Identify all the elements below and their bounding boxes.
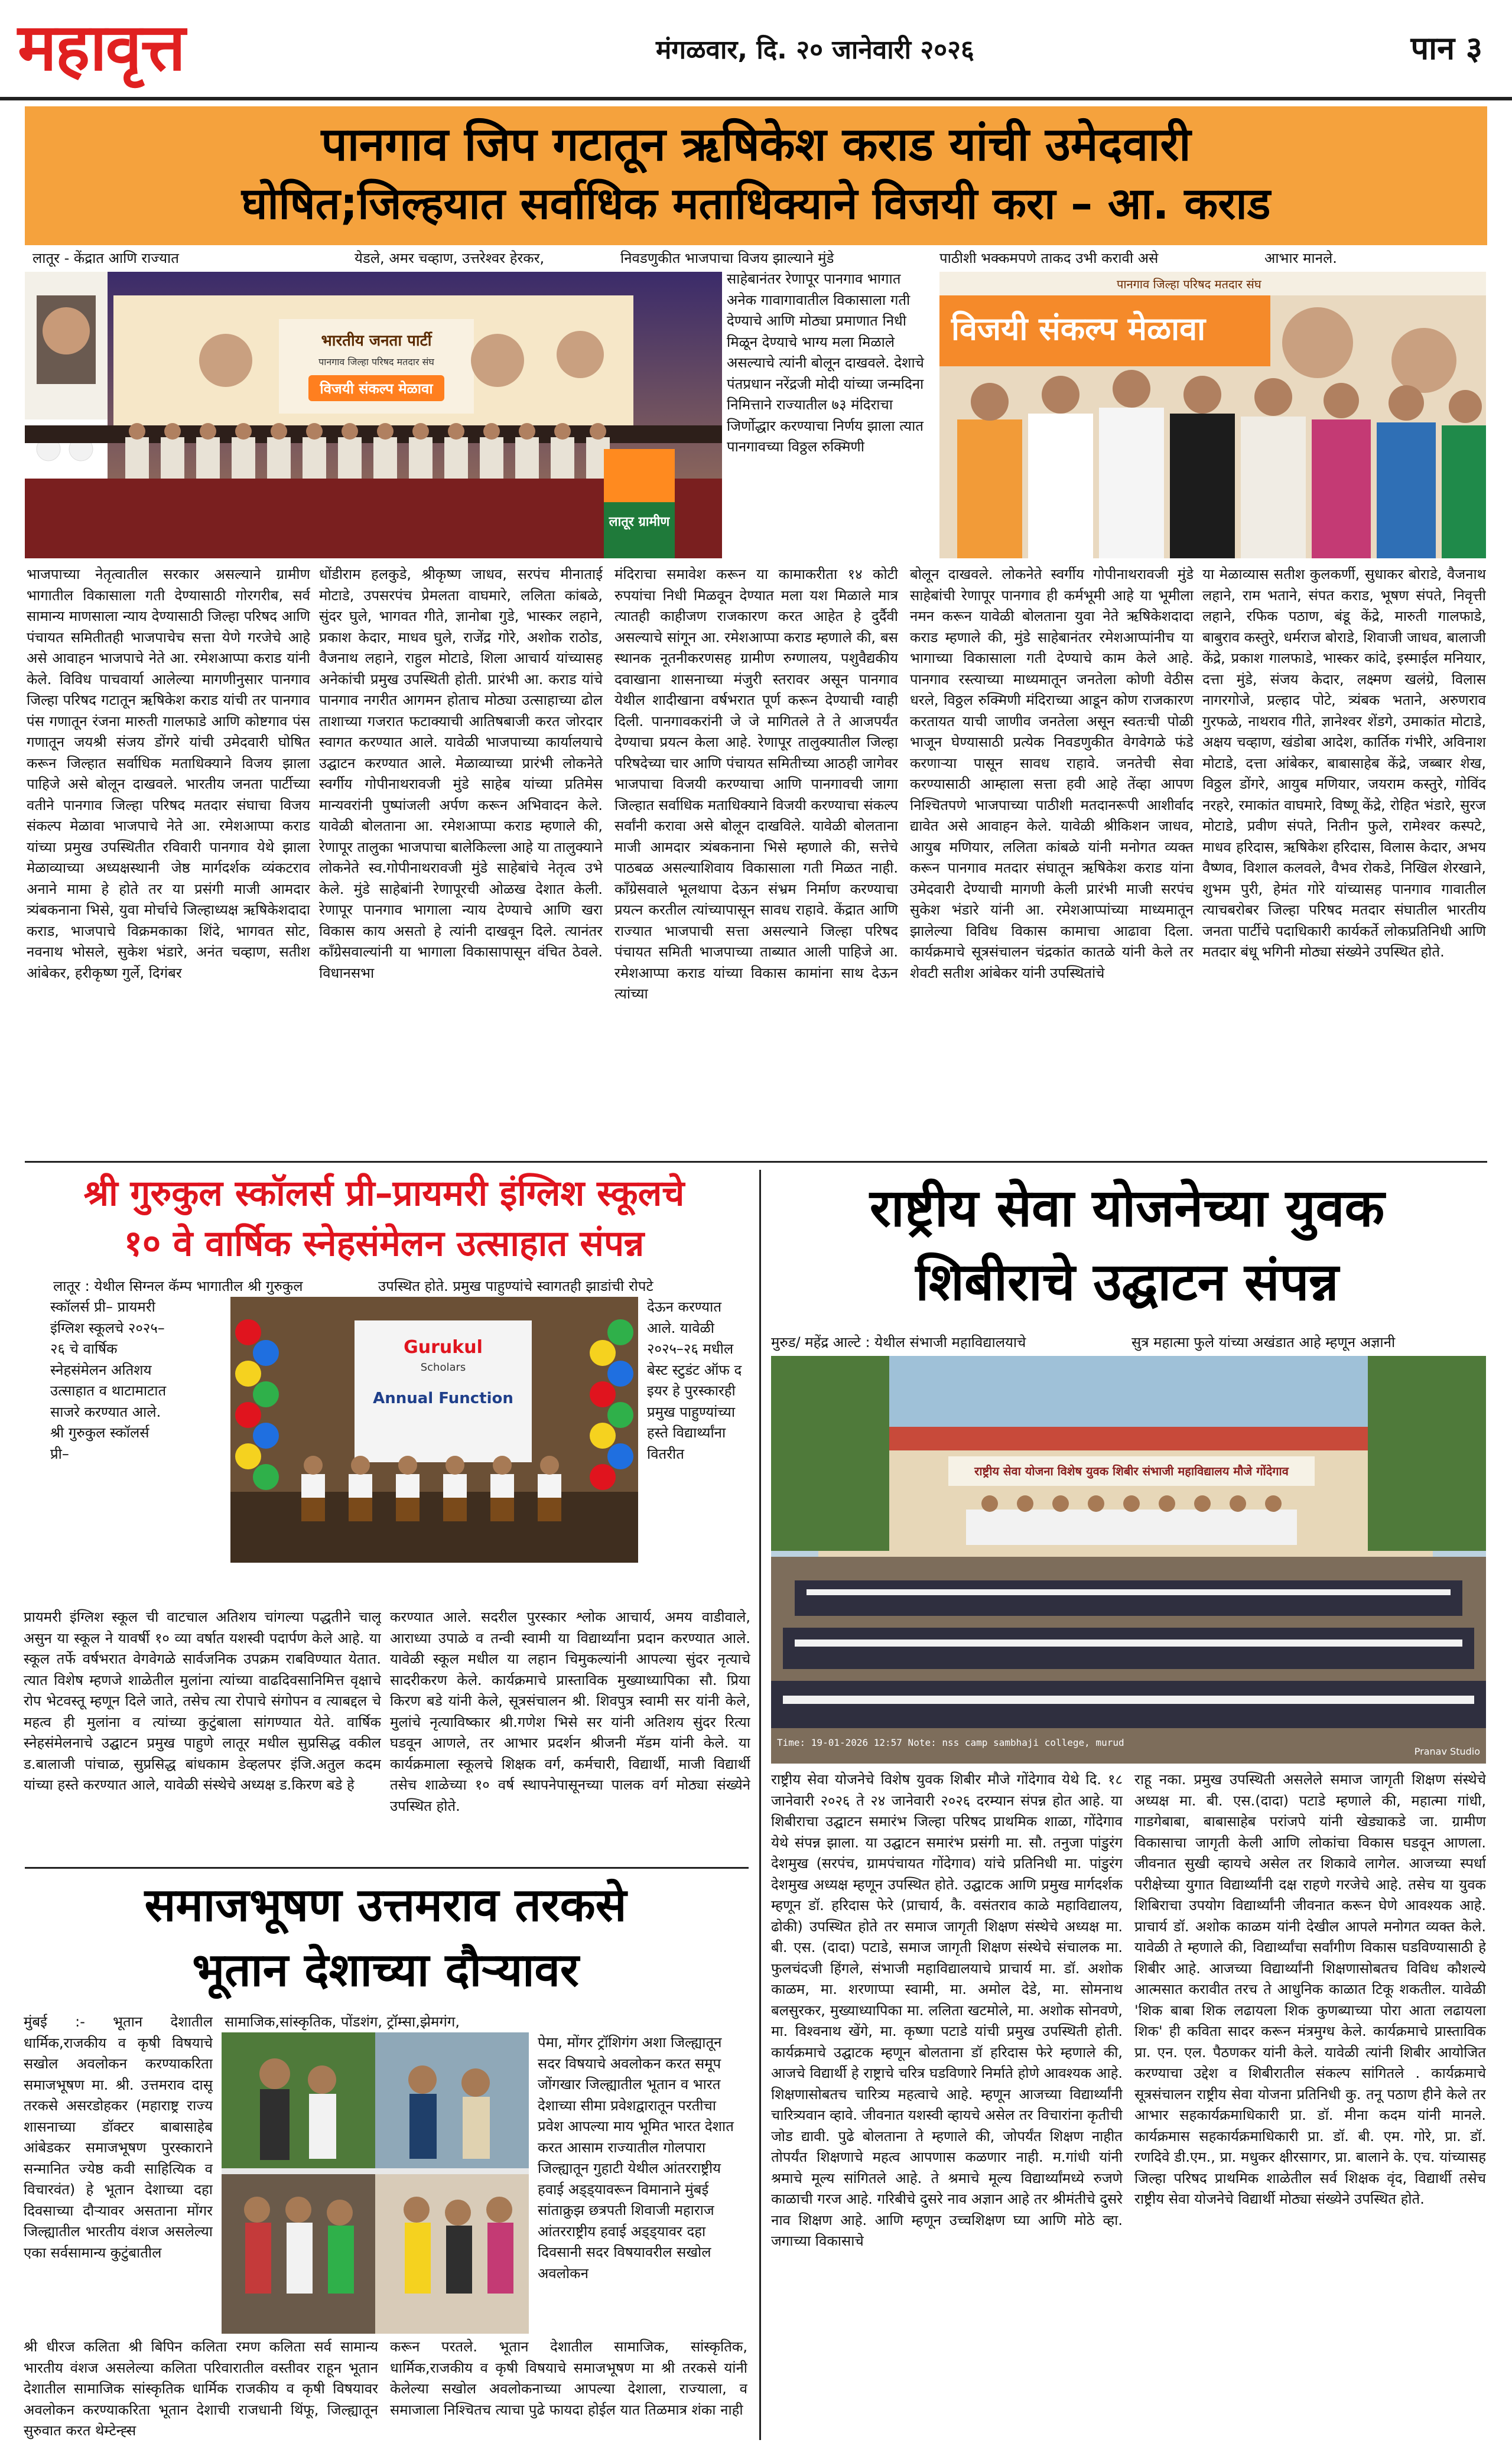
story1-col1: भाजपाच्या नेतृत्वातील सरकार असल्याने ग्रामीण भागातील विकासाला गती देण्यासाठी गोरगरीब, सर्व सामान्य माणसाला न्याय देण्यासाठी जिल्हा परिषद आणि पंचायत समितीतही भाजपाचेच सत्ता येणे गरजेचे आहे असे आवाहन भाजपाचे नेते आ. रमेशआप्पा कराड यांनी केले. विविध पाचवार्या आलेल्या मागणीनुसार पानगाव जिल्हा परिषद गटातून ऋषिकेश कराड यांची तर पानगाव पंस गणातून रंजना मारुती गालफाडे आणि कोष्टगाव पंस गणातून जयश्री संजय डोंगरे यांची उमेदवारी घोषित करून जिल्हात सर्वाधिक मताधिक्याने विजय झाला पाहिजे असे बोलून दाखवले. भारतीय जनता पार्टीच्या वतीने पानगाव जिल्हा परिषद मतदार संघाचा विजय संकल्प मेळावा भाजपाचे नेते आ. रमेशआप्पा कराड यांच्या प्रमुख उपस्थितीत रविवारी पानगाव येथे झाला मेळाव्याच्या अध्यक्षस्थानी जेष्ठ मार्गदर्शक व्यंकटराव अनाने मामा हे होते तर या प्रसंगी माजी आमदार त्र्यंबकनाना भिसे, युवा मोर्चाचे जिल्हाध्यक्ष ऋषिकेशदादा कराड, भाजपाचे विक्रमकाका शिंदे, भागवत सोट, नवनाथ भोसले, सुकेश भंडारे, अनंत चव्हाण, सतीश आंबेकर, हरीकृष्ण गुर्ले, दिगंबर: [27, 566, 310, 981]
family-photo-illustration: [222, 2032, 529, 2334]
story1-headline-line2: घोषित;जिल्हयात सर्वाधिक मताधिक्याने विजयी करा – आ. कराड: [241, 178, 1271, 229]
story1-top-col4: पाठीशी भक्कमपणे ताकद उभी करावी असे: [939, 250, 1159, 266]
page-number: पान ३: [1410, 30, 1482, 67]
story4-headline-line2: भूतान देशाच्या दौऱ्यावर: [192, 1944, 579, 1997]
story2-top-text: लातूर : येथील सिग्नल कॅम्प भागातील श्री गुरुकुल: [53, 1278, 303, 1294]
story3-col1: राष्ट्रीय सेवा योजनेचे विशेष युवक शिबीर मौजे गोंदेगाव येथे दि. १८ जानेवारी २०२६ ते २४ जानेवारी २०२६ दरम्यान संपन्न होत आहे. या शिबीराचा उद्घाटन समारंभ जिल्हा परिषद प्राथमिक शाळा, गोंदेगाव येथे संपन्न झाला. या उद्घाटन समारंभ प्रसंगी मा. सौ. तनुजा पांडुरंग देशमुख (सरपंच, ग्रामपंचायत गोंदेगाव) यांचे प्रतिनिधी मा. पांडुरंग देशमुख अध्यक्ष म्हणून उपस्थित होते. उद्घाटक आणि प्रमुख मार्गदर्शक म्हणून डॉ. हरिदास फेरे (प्राचार्य, कै. वसंतराव काळे महाविद्यालय, ढोकी) उपस्थित होते तर समाज जागृती शिक्षण संस्थेचे अध्यक्ष मा. बी. एस. (दादा) पटाडे, समाज जागृती शिक्षण संस्थेचे संचालक मा. फुलचंदजी हिंगले, संभाजी महाविद्यालयाचे प्राचार्य मा. डॉ. अशोक काळम, मा. शरणाप्पा स्वामी, मा. अमोल देडे, मा. सोमनाथ बलसुरकर, मुख्याध्यापिका मा. ललिता खटमोले, मा. अशोक सोनवणे, मा. विश्वनाथ खेंगे, मा. कृष्णा पटाडे यांची प्रमुख उपस्थिती होती. कार्यक्रमाचे उद्घाटक म्हणून बोलताना डॉ हरिदास फेरे म्हणाले की, आजचे विद्यार्थी हे राष्ट्राचे चरित्र घडविणारे निर्माते होणे आवश्यक आहे. शिक्षणासोबतच चारित्र्य महत्वाचे आहे. म्हणून आजच्या विद्यार्थ्यांनी चारित्र्यवान व्हावे. जीवनात यशस्वी व्हायचे असेल तर विचारांना कृतीची जोड द्यावी. पुढे बोलताना ते म्हणाले की, जोपर्यंत शिक्षण नाहीत तोपर्यंत शिक्षणाचे महत्व आपणास कळणार नाही. म.गांधी यांनी श्रमाचे मूल्य सांगितले आहे. ते श्रमाचे मूल्य विद्यार्थ्यांमध्ये रुजणे काळाची गरज आहे. गरिबीचे दुसरे नाव अज्ञान आहे तर श्रीमंतीचे दुसरे नाव शिक्षण आहे. आणि म्हणून उच्चशिक्षण घ्या आणि मोठे व्हा. जगाच्या विकासाचे: [771, 1771, 1123, 2249]
leaders-photo-banner: विजयी संकल्प मेळावा: [951, 310, 1206, 347]
story1-top-col2: येडले, अमर चव्हाण, उत्तरेश्वर हेरकर,: [355, 250, 545, 266]
issue-date: मंगळवार, दि. २० जानेवारी २०२६: [656, 35, 974, 65]
story3-byline-right: सुत्र महात्मा फुले यांच्या अखंडात आहे म्हणून अज्ञानी: [1131, 1334, 1396, 1351]
annual-function-photo-illustration: [230, 1297, 638, 1563]
story1-headline-line1: पानगाव जिप गटातून ऋषिकेश कराड यांची उमेदवारी: [321, 118, 1191, 171]
story1-top-col1: लातूर - केंद्रात आणि राज्यात: [32, 250, 179, 266]
story4-photo-family: [222, 2032, 529, 2334]
stage-photo-illustration: [25, 272, 722, 558]
story3-photo-camp: [771, 1356, 1486, 1764]
story1-photo-stage: [25, 272, 722, 558]
story1-col5: या मेळाव्यास सतीश कुलकर्णी, सुधाकर बोराडे, वैजनाथ लहाने, राम भताने, संपत कराड, भूषण संपते, निवृत्ती लहाने, रफिक पठाण, बंडू केंद्रे, मारुती गालफाडे, बाबुराव कस्तुरे, धर्मराज बोराडे, शिवाजी जाधव, बालाजी केंद्रे, प्रकाश गालफाडे, भास्कर कांदे, इस्माईल मनियार, दत्ता मुंडे, संजय केदार, लक्ष्मण खलंग्रे, विलास नागरगोजे, प्रल्हाद पोटे, त्र्यंबक भताने, अरुणराव गुरफळे, नाथराव गीते, ज्ञानेश्वर शेंडगे, उमाकांत मोटाडे, अक्षय चव्हाण, खंडोबा आदेश, कार्तिक गंभीरे, अविनाश मोटाडे, दत्ता आंबेकर, बाबासाहेब केंद्रे, जब्बार शेख, विठ्ठल डोंगरे, आयुब मणियार, जयराम कस्तुरे, गोविंद नरहरे, रमाकांत वाघमारे, विष्णू केंद्रे, रोहित भंडारे, सुरज मोटाडे, प्रवीण संपते, नितीन फुले, रामेश्वर कस्पटे, माधव हरिदास, ऋषिकेश हरिदास, विलास केदार, अभय वैष्णव, विशाल कलवले, वैभव रोकडे, निखिल शेरखाने, शुभम पुरी, हेमंत गोरे यांच्यासह पानगाव गावातील त्याचबरोबर जिल्हा परिषद मतदार संघातील भारतीय जनता पार्टीचे पदाधिकारी कार्यकर्ते लोकप्रतिनिधी आणि मतदार बंधू भगिनी मोठ्या संख्येने उपस्थित होते.: [1202, 566, 1486, 960]
stage-subtitle: पानगाव जिल्हा परिषद मतदार संघ: [318, 356, 434, 367]
story2-col1: प्रायमरी इंग्लिश स्कूल ची वाटचाल अतिशय चांगल्या पद्धतीने चालू असुन या स्कूल ने यावर्षी १० व्या वर्षात यशस्वी पदार्पण केले आहे. या स्कूल तर्फे वर्षभरात वेगवेगळे सार्वजनिक उपक्रम राबविण्यात येतात. त्यात विशेष म्हणजे शाळेतील मुलांना त्यांच्या वाढदिवसानिमित्त वृक्षाचे रोप भेटवस्तू म्हणून दिले जाते, तसेच त्या रोपाचे संगोपन व त्याबद्दल चे महत्व ही मुलांना व त्यांच्या कुटुंबाला सांगण्यात येते. वार्षिक स्नेहसंमेलनाचे उद्घाटन प्रमुख पाहुणे लातूर मधील सुप्रसिद्ध वकील ड.बालाजी पांचाळ, सुप्रसिद्ध बांधकाम डेव्हलपर इंजि.अतुल कदम यांच्या हस्ते करण्यात आले, यावेळी संस्थेचे अध्यक्ष ड.किरण बडे हे: [24, 1609, 381, 1793]
story1-col3: मंदिराचा समावेश करून या कामाकरीता १४ कोटी रुपयांचा निधी मिळवून देण्यात मला यश मिळाले मात्र त्यातही काहीजण राजकारण करत आहेत हे दुर्दैवी असल्याचे सांगून आ. रमेशआप्पा कराड म्हणाले की, बस स्थानक नूतनीकरणसह ग्रामीण रुग्णालय, पशुवैद्यकीय दवाखाना शासनाच्या मंजुरी स्तरावर असून पानगाव येथील शादीखाना वर्षभरात पूर्ण करून देण्याची ग्वाही दिली. पानगावकरांनी जे जे मागितले ते ते आजपर्यंत देण्याचा प्रयत्न केला आहे. रेणापूर तालुक्यातील जिल्हा परिषदेच्या चार आणि पंचायत समितीच्या आठही जागेवर भाजपाचा विजयी करण्याचा आणि पानगावची जागा जिल्हात सर्वाधिक मताधिक्याने विजयी करण्याचा संकल्प सर्वांनी करावा असे बोलून दाखविले. यावेळी बोलताना माजी आमदार त्र्यंबकनाना भिसे म्हणाले की, सत्तेचे पाठबळ असल्याशिवाय विकासाला गती मिळत नाही. काँग्रेसवाले भूलथापा देऊन संभ्रम निर्माण करण्याचा प्रयत्न करतील त्यांच्यापासून सावध राहावे. केंद्रात आणि राज्यात भाजपाची सत्ता असल्याने जिल्हा परिषद पंचायत समिती भाजपाच्या ताब्यात आली पाहिजे आ. रमेशआप्पा कराड यांच्या विकास कामांना साथ देऊन त्यांच्या: [614, 566, 898, 1002]
story2-right-narrow: देऊन करण्यात आले. यावेळी २०२५–२६ मधील बेस्ट स्टुडंट ऑफ द इयर हे पुरस्कारही प्रमुख पाहुण्यांच्या हस्ते विद्यार्थ्यांना वितरीत: [647, 1299, 742, 1462]
story1-top-col3b: साहेबानंतर रेणापूर पानगाव भागात अनेक गावागावातील विकासाला गती देण्याचे आणि मोठ्या प्रमाणात निधी मिळून देण्याचे भाग्य मला मिळाले असल्याचे त्यांनी बोलून दाखवले. देशाचे पंतप्रधान नरेंद्रजी मोदी यांच्या जन्मदिना निमित्ताने राज्यातील ७३ मंदिराचा जिर्णोद्धार करण्याचा निर्णय झाला त्यात पानगावच्या विठ्ठल रुक्मिणी: [727, 271, 924, 455]
podium-label: लातूर ग्रामीण: [609, 515, 670, 529]
photo-timestamp: Time: 19-01-2026 12:57 Note: nss camp sambhaji college, murud: [777, 1737, 1124, 1748]
story3-byline: मुरुड/ महेंद्र आल्टे : येथील संभाजी महाविद्यालयाचे: [771, 1334, 1026, 1351]
section-divider-left: [25, 1867, 749, 1869]
story1-top-col5: आभार मानले.: [1264, 250, 1337, 266]
story2-headline-line2: १० वे वार्षिक स्नेहसंमेलन उत्साहात संपन्न: [123, 1223, 645, 1264]
camp-photo-illustration: [771, 1356, 1486, 1764]
story2-top-right: उपस्थित होते. प्रमुख पाहुण्यांचे स्वागतही झाडांची रोपटे: [378, 1278, 653, 1294]
story3-headline-line2: शिबीराचे उद्घाटन संपन्न: [915, 1251, 1339, 1312]
story4-headline-line1: समाजभूषण उत्तमराव तरकसे: [144, 1879, 627, 1932]
masthead: [0, 0, 1512, 100]
banner-brand: Gurukul: [404, 1337, 483, 1358]
story4-bottom-col1: श्री धीरज कलिता श्री बिपिन कलिता रमण कलिता सर्व सामान्य भारतीय वंशज असलेल्या कलिता परिवारातील वस्तीवर राहून भूतान देशातील सामाजिक सांस्कृतिक धार्मिक राजकीय व कृषी विषयावर अवलोकन करण्याकरिता भूतान देशाची राजधानी थिंफू, जिल्ह्यातून सुरुवात करत थेम्टेन्ह्स: [24, 2338, 378, 2439]
story2-headline-line1: श्री गुरुकुल स्कॉलर्स प्री–प्रायमरी इंग्लिश स्कूलचे: [83, 1173, 685, 1214]
banner-event: Annual Function: [373, 1390, 513, 1407]
story3-col2: राहू नका. प्रमुख उपस्थिती असलेले समाज जागृती शिक्षण संस्थेचे अध्यक्ष मा. बी. एस.(दादा) पटाडे म्हणाले की, महात्मा गांधी, गाडगेबाबा, बाबासाहेब परांजपे यांनी खेड्याकडे जा. ग्रामीण विकासाचा जागृती केली आणि लोकांचा विकास घडवून आणला. जीवनात सुखी व्हायचे असेल तर शिकावे लागेल. आजच्या स्पर्धा परीक्षेच्या युगात विद्यार्थ्यांनी दक्ष राहणे गरजेचे आहे. तसेच या युवक शिबिराचा उपयोग विद्यार्थ्यांनी जीवनात करून घेणे आवश्यक आहे. प्राचार्य डॉ. अशोक काळम यांनी देखील आपले मनोगत व्यक्त केले. यावेळी ते म्हणाले की, विद्यार्थ्यांचा सर्वांगीण विकास घडविण्यासाठी हे शिबीर आहे. आजच्या विद्यार्थ्यांनी शिक्षणासोबतच विविध कौशल्ये आत्मसात करावीत तरच ते आधुनिक काळात टिकू शकतील. यावेळी 'शिक बाबा शिक लढायला शिक कुणब्याच्या पोरा आता लढायला शिक' ही कविता सादर करून मंत्रमुग्ध केले. कार्यक्रमाचे प्रास्ताविक प्रा. एन. एल. पैठणकर यांनी केले. यावेळी त्यांनी शिबीर आयोजित करण्याचा उद्देश व शिबीरातील संकल्प सांगितले . कार्यक्रमाचे सूत्रसंचालन राष्ट्रीय सेवा योजना प्रतिनिधी कु. तनू पठाण हीने केले तर आभार सहकार्यक्रमाधिकारी प्रा. डॉ. मीना कदम यांनी मानले. कार्यक्रमास सहकार्यक्रमाधिकारी प्रा. डॉ. बी. एम. गोरे, प्रा. डॉ. रणदिवे डी.एम., प्रा. मधुकर क्षीरसागर, प्रा. बालाने के. एच. यांच्यासह जिल्हा परिषद प्राथमिक शाळेतील सर्व शिक्षक वृंद, विद्यार्थी तसेच राष्ट्रीय सेवा योजनेचे विद्यार्थी मोठ्या संख्येने उपस्थित होते.: [1134, 1771, 1486, 2207]
banner-sub: Scholars: [420, 1361, 466, 1374]
story1-col2: धोंडीराम हलकुडे, श्रीकृष्ण जाधव, सरपंच मीनाताई मोटाडे, उपसरपंच प्रेमलता वाघमारे, ललिता कांबळे, सुंदर घुले, भागवत गीते, ज्ञानोबा गुडे, भास्कर लहाने, प्रकाश केदार, माधव घुले, राजेंद्र गोरे, अशोक राठोड, वैजनाथ लहाने, राहुल मोटाडे, शिला आचार्य यांच्यासह अनेकांची प्रमुख उपस्थिती होती. प्रारंभी आ. कराड यांचे पानगाव नगरीत आगमन होताच मोठ्या उत्साहाच्या ढोल ताशाच्या गजरात फटाक्याची आतिषबाजी करत जोरदार स्वागत करण्यात आले. यावेळी भाजपाच्या कार्यालयाचे उद्घाटन करण्यात आले. मेळाव्याच्या प्रारंभी लोकनेते स्वर्गीय गोपीनाथरावजी मुंडे साहेब यांच्या प्रतिमेस मान्यवरांनी पुष्पांजली अर्पण करून अभिवादन केले. यावेळी बोलताना आ. रमेशआप्पा कराड म्हणाले की, रेणापूर तालुका भाजपाचा बालेकिल्ला आहे या तालुक्याने लोकनेते स्व.गोपीनाथरावजी मुंडे साहेबांचे नेतृत्व उभे केले. मुंडे साहेबांनी रेणापूरची ओळख देशात केली. रेणापूर पानगाव भागाला न्याय देण्याचे आणि खरा विकास काय असतो हे त्यांनी दाखवून दिले. त्यानंतर काँग्रेसवाल्यांनी या भागाला विकासापासून वंचित ठेवले. विधानसभा: [319, 566, 603, 981]
story1-top-col3: निवडणुकीत भाजपाचा विजय झाल्याने मुंडे: [620, 250, 834, 266]
camp-banner-text: राष्ट्रीय सेवा योजना विशेष युवक शिबीर संभाजी महाविद्यालय मौजे गोंदेगाव: [974, 1464, 1289, 1478]
story2-col2: करण्यात आले. सदरील पुरस्कार श्लोक आचार्य, अमय वाडीवाले, आराध्या उपाळे व तन्वी स्वामी या विद्यार्थ्यांना प्रदान करण्यात आले. यावेळी स्कूल मधील या लहान चिमुकल्यांनी आपल्या सुंदर नृत्याचे सादरीकरण केले. कार्यक्रमाचे प्रास्ताविक मुख्याध्यापिका सौ. प्रिया किरण बडे यांनी केले, सूत्रसंचालन श्री. शिवपुत्र स्वामी सर यांनी केले, मुलांचे नृत्याविष्कार श्री.गणेश भिसे सर यांनी अतिशय सुंदर रित्या घडवून आणले, तर आभार प्रदर्शन श्रीजनी मॅडम यांनी केले. या कार्यक्रमाला स्कूलचे शिक्षक वर्ग, कर्मचारी, विद्यार्थी, माजी विद्यार्थी तसेच शाळेच्या १० वर्ष स्थापनेपासूनच्या पालक वर्ग मोठ्या संख्येने उपस्थित होते.: [390, 1609, 750, 1814]
section-divider: [25, 1161, 1487, 1163]
leaders-photo-top-text: पानगाव जिल्हा परिषद मतदार संघ: [1117, 277, 1261, 291]
story4-left-col: मुंबई :- भूतान देशातील धार्मिक,राजकीय व कृषी विषयाचे सखोल अवलोकन करण्याकरिता समाजभूषण मा. श्री. उत्तमराव दासू तरकसे असरडोहकर (महाराष्ट्र राज्य शासनाच्या डॉक्टर बाबासाहेब आंबेडकर समाजभूषण पुरस्काराने सन्मानित ज्येष्ठ कवी साहित्यिक व विचारवंत) हे भूतान देशाच्या दहा दिवसाच्या दौऱ्यावर असताना मोंगर जिल्ह्यातील भारतीय वंशज असलेल्या एका सर्वसामान्य कुटुंबातील: [24, 2013, 213, 2261]
leaders-photo-illustration: [939, 272, 1486, 558]
story3-headline-line1: राष्ट्रीय सेवा योजनेच्या युवक: [869, 1177, 1385, 1238]
story2-left-narrow: स्कॉलर्स प्री– प्रायमरी इंग्लिश स्कूलचे २०२५– २६ चे वार्षिक स्नेहसंमेलन अतिशय उत्साहात व थाटामाटात साजरे करण्यात आले. श्री गुरुकुल स्कॉलर्स प्री–: [50, 1299, 167, 1462]
story2-photo-annual-function: [230, 1297, 638, 1563]
stage-party-name: भारतीय जनता पार्टी: [321, 332, 432, 350]
story1-col4: बोलून दाखवले. लोकनेते स्वर्गीय गोपीनाथरावजी मुंडे साहेबांची रेणापूर पानगाव ही कर्मभूमी आहे या भूमीला नमन करून यावेळी बोलताना युवा नेते ऋषिकेशदादा कराड म्हणाले की, मुंडे साहेबानंतर रमेशआप्पांनीच या भागाच्या विकासाला गती देण्याचे काम केले आहे. पानगाव रस्त्याच्या माध्यमातून जनतेला कोणी वेठीस धरले, विठ्ठल रुक्मिणी मंदिराच्या आडून कोण राजकारण करतायत याची जाणीव जनतेला असून स्वतःची पोळी भाजून घेण्यासाठी प्रत्येक निवडणुकीत वेगवेगळे फंडे करणाऱ्या पासून सावध राहावे. जनतेची सेवा करण्यासाठी आम्हाला सत्ता हवी आहे तेंव्हा आपण निश्चितपणे भाजपाच्या पाठीशी मतदानरूपी आशीर्वाद द्यावेत असे आवाहन केले. यावेळी श्रीकिशन जाधव, आयुब मणियार, ललिता कांबळे यांनी मनोगत व्यक्त करून पानगाव मतदार संघातून ऋषिकेश कराड यांना उमेदवारी देण्याची मागणी केली प्रारंभी माजी सरपंच सुकेश भंडारे यांनी आ. रमेशआप्पांच्या माध्यमातून झालेल्या विविध विकास कामाचा आढावा दिला. कार्यक्रमाचे सूत्रसंचालन चंद्रकांत कातळे यांनी केले तर शेवटी सतीश आंबेकर यांनी उपस्थितांचे: [910, 566, 1194, 981]
story4-top-right-text: सामाजिक,सांस्कृतिक, पोंडशंग, ट्रॉम्सा,झेमगंग,: [225, 2013, 460, 2030]
story4-right-col: पेमा, मोंगर ट्रॉशिगंग अशा जिल्ह्यातून सदर विषयाचे अवलोकन करत समूप जोंगखार जिल्ह्यातील भूतान व भारत देशाच्या सीमा प्रवेशद्वारातून परतीचा प्रवेश आपल्या माय भूमित भारत देशात करत आसाम राज्यातील गोलपारा जिल्ह्यातून गुहाटी येथील आंतरराष्ट्रीय हवाई अड्ड्यावरून विमानाने मुंबई सांताक्रुझ छत्रपती शिवाजी महाराज आंतरराष्ट्रीय हवाई अड्ड्यावर दहा दिवसानी सदर विषयावरील सखोल अवलोकन: [538, 2034, 734, 2282]
stage-banner-title: विजयी संकल्प मेळावा: [320, 380, 433, 397]
photo-credit: Pranav Studio: [1414, 1746, 1480, 1757]
newspaper-logo: महावृत्त: [18, 9, 184, 85]
story4-bottom-col2: करून परतले. भूतान देशातील सामाजिक, सांस्कृतिक, धार्मिक,राजकीय व कृषी विषयाचे समाजभूषण मा श्री तरकसे यांनी केलेल्या सखोल अवलोकनाच्या आपल्या देशाला, राज्याला, व समाजाला निश्चितच त्याचा पुढे फायदा होईल यात तिळमात्र शंका नाही: [390, 2338, 747, 2418]
column-separator: [759, 1170, 761, 2440]
story1-headline-banner: [25, 106, 1487, 245]
story1-photo-leaders: [939, 272, 1486, 558]
